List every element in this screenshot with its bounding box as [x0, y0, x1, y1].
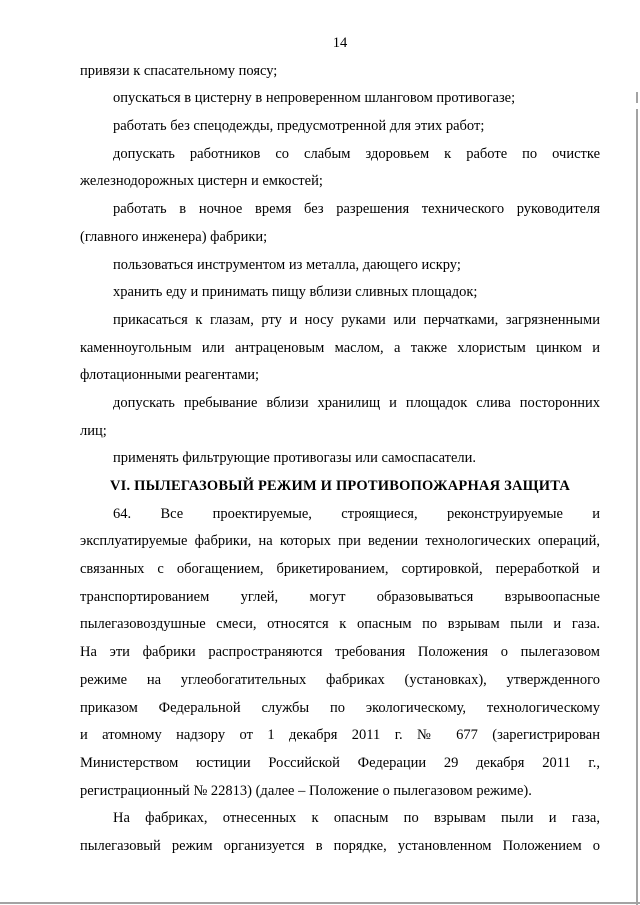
clause-64-line: и атомному надзору от 1 декабря 2011 г. № 677 (зарегистрирован	[80, 727, 600, 744]
paragraph-line: пылегазовый режим организуется в порядке, установленном Положением о	[80, 837, 600, 854]
prohibition-line: хранить еду и принимать пищу вблизи сливных площадок;	[113, 284, 478, 301]
prohibition-line: работать в ночное время без разрешения технического руководителя	[113, 201, 600, 218]
clause-64-line: На эти фабрики распространяются требования Положения о пылегазовом	[80, 644, 600, 661]
prohibition-line: применять фильтрующие противогазы или самоспасатели.	[113, 450, 477, 467]
clause-64-line: пылегазовоздушные смеси, относятся к опасным по взрывам пыли и газа.	[80, 616, 600, 633]
prohibition-line: флотационными реагентами;	[80, 367, 260, 384]
prohibition-line: опускаться в цистерну в непроверенном шланговом противогазе;	[113, 90, 516, 107]
prohibition-line: лиц;	[80, 422, 107, 439]
clause-64-line: Министерством юстиции Российской Федерации 29 декабря 2011 г.,	[80, 754, 600, 771]
section-heading: VI. ПЫЛЕГАЗОВЫЙ РЕЖИМ И ПРОТИВОПОЖАРНАЯ ЗАЩИТА	[109, 478, 571, 494]
clause-64-line: связанных с обогащением, брикетированием, сортировкой, переработкой и	[80, 561, 600, 578]
prohibition-line: прикасаться к глазам, рту и носу руками или перчатками, загрязненными	[113, 311, 600, 328]
prohibition-line: допускать пребывание вблизи хранилищ и площадок слива посторонних	[113, 394, 600, 411]
scan-edge-right-upper-segment	[636, 92, 638, 103]
clause-64-line: приказом Федеральной службы по экологическому, технологическому	[80, 699, 600, 716]
prohibition-line: каменноугольным или антраценовым маслом, а также хлористым цинком и	[80, 339, 600, 356]
prohibition-line: (главного инженера) фабрики;	[80, 228, 268, 245]
scan-edge-bottom	[0, 902, 640, 904]
text-column	[80, 30, 600, 861]
clause-64-line: эксплуатируемые фабрики, на которых при ведении технологических операций,	[80, 533, 600, 550]
scan-edge-right	[636, 109, 638, 905]
prohibition-line: работать без спецодежды, предусмотренной для этих работ;	[113, 118, 485, 135]
clause-64-line: режиме на углеобогатительных фабриках (установках), утвержденного	[80, 671, 600, 688]
continuation-line: привязи к спасательному поясу;	[80, 62, 278, 79]
page-number: 14	[332, 35, 348, 51]
clause-64-line: 64. Все проектируемые, строящиеся, реконструируемые и	[113, 505, 600, 522]
prohibition-line: пользоваться инструментом из металла, дающего искру;	[113, 256, 461, 273]
paragraph-line: На фабриках, отнесенных к опасным по взрывам пыли и газа,	[113, 810, 600, 827]
clause-64-line: транспортированием углей, могут образовываться взрывоопасные	[80, 588, 600, 605]
clause-64-line: регистрационный № 22813) (далее – Положение о пылегазовом режиме).	[80, 782, 532, 799]
prohibition-line: допускать работников со слабым здоровьем к работе по очистке	[113, 145, 600, 162]
prohibition-line: железнодорожных цистерн и емкостей;	[80, 173, 323, 190]
